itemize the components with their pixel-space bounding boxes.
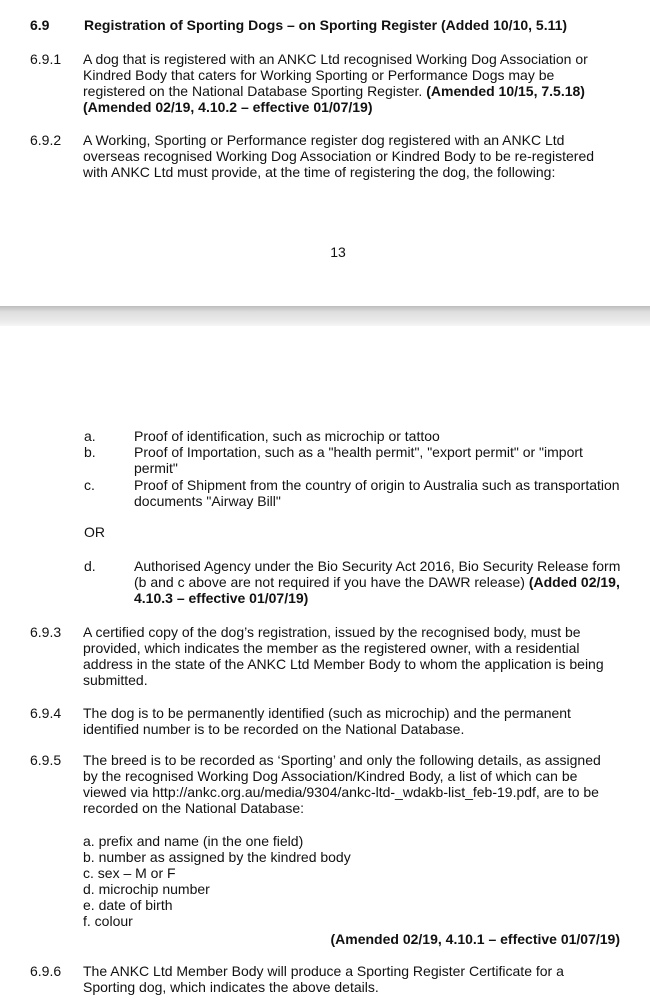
list-item-d-amendment: (Added 02/19, 4.10.3 – effective 01/07/19) bbox=[134, 574, 620, 606]
clause-6-9-3-text: A certified copy of the dog’s registration, issued by the recognised body, must be provided, which indicates the member as the registered owner, with a residential address in the state of the ANKC Ltd Member Body to whom the application is being submitted. bbox=[83, 624, 604, 688]
clause-6-9-6-text: The ANKC Ltd Member Body will produce a Sporting Register Certificate for a Sporting dog, which indicates the above details. bbox=[83, 963, 564, 995]
list-letter-a: a. bbox=[84, 428, 96, 444]
list-letter-d: d. bbox=[84, 558, 96, 574]
list-item-d bbox=[134, 558, 624, 606]
clause-6-9-1-text: A dog that is registered with an ANKC Ltd recognised Working Dog Association or Kindred Body that caters for Working Sporting or Performance Dogs may be registered on the National Database Sporting Register. bbox=[83, 51, 588, 99]
clause-number-6-9-3: 6.9.3 bbox=[30, 624, 62, 640]
section-number: 6.9 bbox=[30, 17, 50, 33]
list-letter-c: c. bbox=[84, 477, 95, 493]
page-number: 13 bbox=[330, 244, 346, 260]
clause-6-9-1 bbox=[83, 51, 603, 115]
clause-number-6-9-4: 6.9.4 bbox=[30, 705, 62, 721]
clause-6-9-4-text: The dog is to be permanently identified (such as microchip) and the permanent identified number is to be recorded on the National Database. bbox=[83, 705, 571, 737]
section-title: Registration of Sporting Dogs – on Sporting Register (Added 10/10, 5.11) bbox=[84, 17, 568, 33]
or-label: OR bbox=[84, 524, 105, 540]
clause-number-6-9-2: 6.9.2 bbox=[30, 132, 62, 148]
details-item-microchip: d. microchip number bbox=[83, 881, 210, 897]
list-item-c: Proof of Shipment from the country of origin to Australia such as transportation documents "Airway Bill" bbox=[134, 477, 620, 509]
list-item-a: Proof of identification, such as microchip or tattoo bbox=[134, 428, 440, 444]
details-item-number: b. number as assigned by the kindred body bbox=[83, 849, 351, 865]
list-letter-b: b. bbox=[84, 444, 96, 460]
details-item-dob: e. date of birth bbox=[83, 897, 173, 913]
list-item-d-text: Authorised Agency under the Bio Security Act 2016, Bio Security Release form (b and c above are not required if you have the DAWR release) bbox=[134, 558, 621, 590]
clause-6-9-5-amendment: (Amended 02/19, 4.10.1 – effective 01/07/19) bbox=[330, 931, 620, 947]
details-item-sex: c. sex – M or F bbox=[83, 865, 176, 881]
page-break bbox=[0, 306, 650, 326]
clause-6-9-5-text: The breed is to be recorded as ‘Sporting’ and only the following details, as assigned by the recognised Working Dog Association/Kindred Body, a list of which can be viewed via http://ankc.org.au/media/9304/ankc-ltd-_wdakb-list_feb-19.pdf, are to be recorded on the National Database: bbox=[83, 752, 601, 816]
list-item-b: Proof of Importation, such as a "health permit", "export permit" or "import permit" bbox=[134, 444, 583, 476]
details-item-colour: f. colour bbox=[83, 913, 133, 929]
clause-number-6-9-1: 6.9.1 bbox=[30, 51, 62, 67]
clause-6-9-2-text: A Working, Sporting or Performance register dog registered with an ANKC Ltd overseas recognised Working Dog Association or Kindred Body to be re-registered with ANKC Ltd must provide, at the time of registering the dog, the following: bbox=[83, 132, 595, 180]
details-list bbox=[83, 833, 351, 929]
details-item-prefix: a. prefix and name (in the one field) bbox=[83, 833, 304, 849]
clause-6-9-1-amendment: (Amended 10/15, 7.5.18) (Amended 02/19, 4.10.2 – effective 01/07/19) bbox=[83, 83, 585, 115]
clause-number-6-9-6: 6.9.6 bbox=[30, 963, 62, 979]
clause-number-6-9-5: 6.9.5 bbox=[30, 752, 62, 768]
